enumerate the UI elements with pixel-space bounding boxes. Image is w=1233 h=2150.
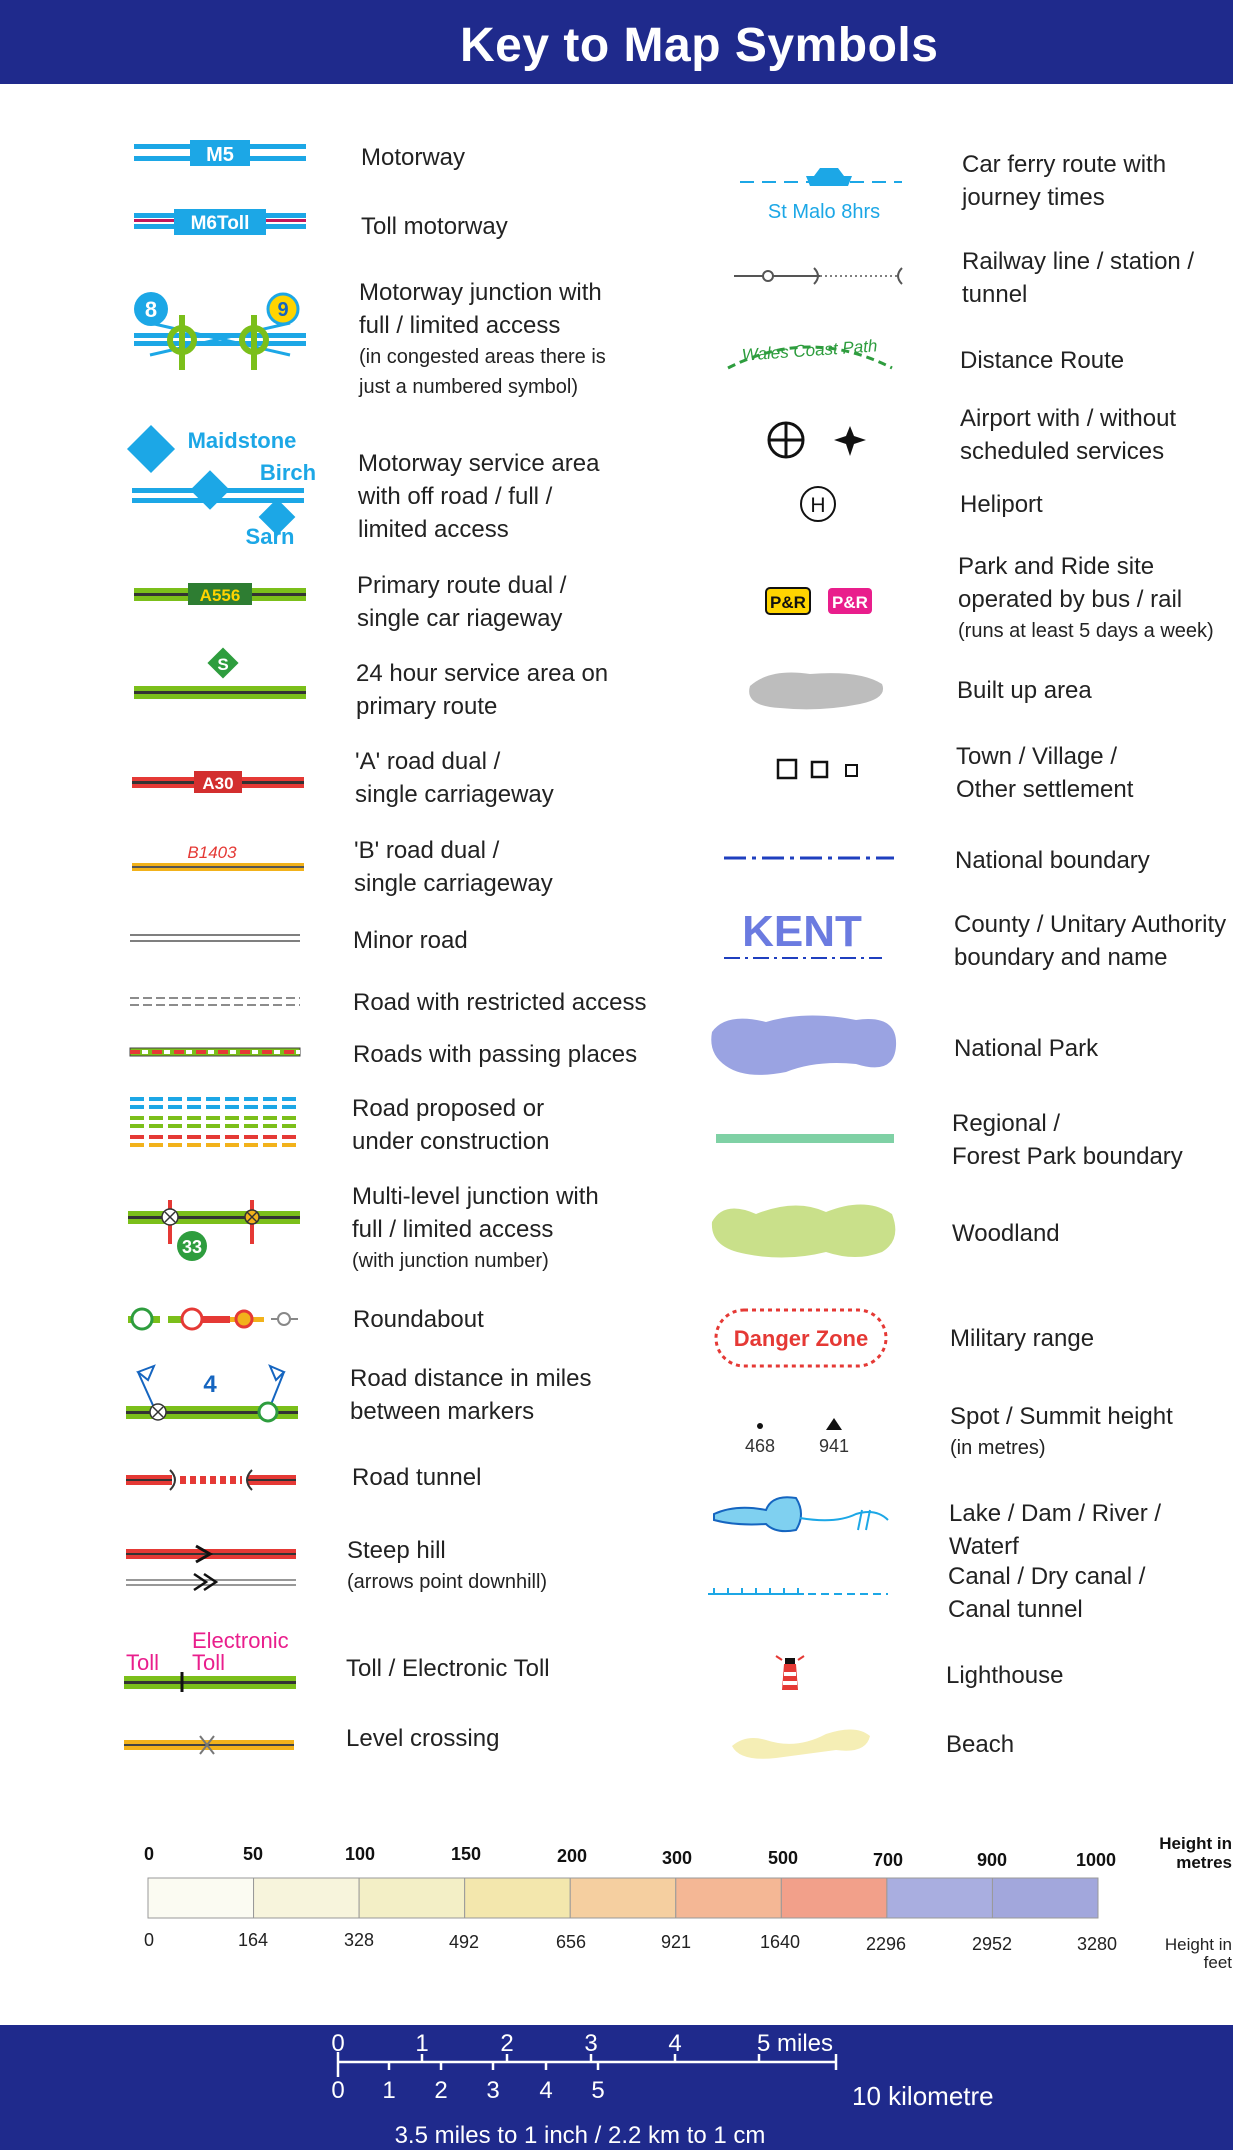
service-name-sarn: Sarn xyxy=(245,524,295,549)
car-ferry-label: Car ferry route with journey times xyxy=(962,151,1167,211)
b-road-symbol xyxy=(128,838,308,874)
motorway-junction-symbol xyxy=(130,285,310,385)
restricted-road-symbol xyxy=(128,992,308,1012)
road-distance-label: Road distance in miles between markers xyxy=(350,1365,592,1425)
spot-height-dot xyxy=(757,1423,763,1429)
motorway-service-label: Motorway service area with off road / full / limited access xyxy=(358,450,600,543)
settlement-symbol xyxy=(774,756,870,786)
height-m-2: 100 xyxy=(345,1844,376,1864)
height-ft-5: 921 xyxy=(661,1932,692,1952)
road-proposed-symbol xyxy=(128,1094,308,1148)
park-ride-label: Park and Ride site operated by bus / rail (runs at least 5 days a week) xyxy=(958,553,1214,642)
summit-triangle-icon xyxy=(826,1418,842,1430)
km-1: 1 xyxy=(382,2077,396,2104)
footer-scale-bar xyxy=(0,2025,1233,2150)
scale-caption: 3.5 miles to 1 inch / 2.2 km to 1 cm xyxy=(394,2122,766,2149)
height-band-1 xyxy=(254,1878,360,1918)
height-ft-9: 3280 xyxy=(1077,1934,1118,1954)
a-road-badge: A30 xyxy=(202,774,234,793)
level-crossing-symbol xyxy=(122,1730,302,1760)
lake-symbol xyxy=(706,1490,900,1550)
km-4: 4 xyxy=(539,2077,553,2104)
beach-symbol xyxy=(726,1720,876,1764)
toll-label: Toll / Electronic Toll xyxy=(346,1655,550,1682)
height-m-3: 150 xyxy=(451,1844,482,1864)
regional-park-symbol xyxy=(714,1130,898,1150)
primary-route-badge: A556 xyxy=(199,586,241,605)
car-ferry-symbol xyxy=(734,156,914,226)
distance-route-label: Distance Route xyxy=(960,347,1125,374)
junction-badge-9: 9 xyxy=(277,299,289,321)
toll-motorway-badge: M6Toll xyxy=(190,213,250,234)
built-up-area-label: Built up area xyxy=(957,677,1092,704)
spot-height-label: Spot / Summit height (in metres) xyxy=(950,1403,1173,1459)
steep-hill-label: Steep hill (arrows point downhill) xyxy=(347,1537,548,1593)
mile-5: 5 miles xyxy=(757,2030,834,2057)
height-m-9: 1000 xyxy=(1076,1850,1117,1870)
page-title: Key to Map Symbols xyxy=(460,19,939,72)
road-distance-symbol xyxy=(124,1362,304,1432)
village-icon xyxy=(812,762,827,777)
lighthouse-label: Lighthouse xyxy=(946,1662,1064,1689)
road-tunnel-label: Road tunnel xyxy=(352,1464,482,1491)
km-2: 2 xyxy=(434,2077,448,2104)
steep-hill-symbol xyxy=(124,1540,304,1590)
km-10: 10 kilometre xyxy=(852,2081,994,2111)
b-road-label: 'B' road dual / single carriageway xyxy=(354,837,553,897)
height-feet-caption: Height in feet xyxy=(1164,1935,1232,1972)
motorway-service-symbol xyxy=(128,420,317,555)
airport-unscheduled-icon xyxy=(834,426,866,456)
toll-motorway-symbol xyxy=(130,206,310,240)
height-band-5 xyxy=(676,1878,782,1918)
a-road-label: 'A' road dual / single carriageway xyxy=(355,748,554,808)
roundabout-label: Roundabout xyxy=(353,1306,484,1333)
multilevel-junction-label: Multi-level junction with full / limited access (with junction number) xyxy=(352,1183,599,1272)
toll-motorway-label: Toll motorway xyxy=(361,213,508,240)
service-24h-label: 24 hour service area on primary route xyxy=(356,660,609,720)
mile-3: 3 xyxy=(584,2030,598,2057)
service-name-maidstone: Maidstone xyxy=(187,428,297,453)
woodland-symbol xyxy=(706,1196,900,1266)
heliport-symbol xyxy=(798,484,840,526)
spot-height-symbol xyxy=(736,1414,866,1462)
spot-height-value: 468 xyxy=(744,1436,776,1456)
park-ride-bus-badge: P&R xyxy=(770,593,806,612)
county-name-text: KENT xyxy=(742,907,862,956)
height-ft-0: 0 xyxy=(144,1930,155,1950)
height-ft-8: 2952 xyxy=(972,1934,1013,1954)
height-color-bar xyxy=(146,1876,1100,1922)
height-band-2 xyxy=(359,1878,465,1918)
km-0: 0 xyxy=(331,2077,345,2104)
height-band-6 xyxy=(781,1878,887,1918)
electronic-text: Electronic xyxy=(192,1628,289,1653)
minor-road-label: Minor road xyxy=(353,927,468,954)
km-3: 3 xyxy=(486,2077,500,2104)
multilevel-junction-symbol xyxy=(126,1196,306,1266)
height-ft-3: 492 xyxy=(449,1932,480,1952)
car-ferry-text: St Malo 8hrs xyxy=(767,201,881,223)
airport-scheduled-icon xyxy=(769,423,803,457)
national-park-label: National Park xyxy=(954,1035,1099,1062)
primary-route-label: Primary route dual / single car riageway xyxy=(357,572,567,632)
multilevel-junction-badge: 33 xyxy=(181,1237,203,1257)
distance-scale xyxy=(0,2025,1233,2150)
national-boundary-label: National boundary xyxy=(955,847,1150,874)
passing-places-label: Roads with passing places xyxy=(353,1041,638,1068)
height-m-8: 900 xyxy=(977,1850,1008,1870)
settlement-label: Town / Village / Other settlement xyxy=(956,743,1134,803)
height-band-3 xyxy=(465,1878,571,1918)
header-bar xyxy=(0,0,1233,84)
service-name-birch: Birch xyxy=(259,460,317,485)
county-boundary-label: County / Unitary Authority boundary and name xyxy=(954,911,1227,971)
railway-symbol xyxy=(730,262,910,292)
height-m-6: 500 xyxy=(768,1848,799,1868)
regional-park-label: Regional / Forest Park boundary xyxy=(952,1110,1183,1170)
height-m-4: 200 xyxy=(557,1846,588,1866)
distance-route-text: Wales Coast Path xyxy=(741,336,878,365)
primary-route-symbol xyxy=(130,580,310,610)
settlement-icon xyxy=(846,765,857,776)
height-ft-7: 2296 xyxy=(866,1934,907,1954)
height-band-0 xyxy=(148,1878,254,1918)
national-boundary-symbol xyxy=(722,848,902,868)
beach-label: Beach xyxy=(946,1731,1015,1758)
railway-label: Railway line / station / tunnel xyxy=(962,248,1195,308)
a-road-symbol xyxy=(130,768,310,798)
heliport-text: H xyxy=(810,494,826,517)
military-range-text: Danger Zone xyxy=(733,1326,869,1351)
military-range-label: Military range xyxy=(950,1325,1095,1352)
height-m-5: 300 xyxy=(662,1848,693,1868)
county-boundary-symbol xyxy=(722,900,902,966)
woodland-label: Woodland xyxy=(952,1220,1060,1247)
height-ft-2: 328 xyxy=(344,1930,375,1950)
junction-badge-8: 8 xyxy=(144,297,158,322)
motorway-badge: M5 xyxy=(206,144,234,166)
passing-places-symbol xyxy=(128,1042,308,1062)
km-5: 5 xyxy=(591,2077,605,2104)
height-metres-caption: Height in metres xyxy=(1159,1834,1232,1872)
mile-4: 4 xyxy=(668,2030,682,2057)
park-ride-symbol xyxy=(764,586,884,616)
airport-symbol xyxy=(762,418,872,462)
heliport-label: Heliport xyxy=(960,491,1043,518)
height-band-4 xyxy=(570,1878,676,1918)
minor-road-symbol xyxy=(128,928,308,948)
height-ft-4: 656 xyxy=(556,1932,587,1952)
national-park-symbol xyxy=(706,1010,900,1080)
toll-text: Toll xyxy=(126,1650,160,1675)
electronic-toll-text: Toll xyxy=(192,1650,226,1675)
summit-height-value: 941 xyxy=(818,1436,850,1456)
town-icon xyxy=(778,760,796,778)
military-range-symbol xyxy=(712,1306,892,1372)
mile-1: 1 xyxy=(415,2030,429,2057)
canal-label: Canal / Dry canal / Canal tunnel xyxy=(948,1563,1146,1623)
mile-2: 2 xyxy=(500,2030,514,2057)
roundabout-symbol xyxy=(126,1306,306,1336)
lighthouse-icon xyxy=(772,1652,808,1694)
height-m-1: 50 xyxy=(243,1844,264,1864)
height-band-7 xyxy=(887,1878,993,1918)
airport-label: Airport with / without scheduled services xyxy=(960,405,1177,465)
height-m-0: 0 xyxy=(144,1844,155,1864)
motorway-junction-label: Motorway junction with full / limited access (in congested areas there is just a numbered symbol) xyxy=(359,279,606,398)
level-crossing-label: Level crossing xyxy=(346,1725,500,1752)
motorway-symbol xyxy=(130,138,310,172)
motorway-label: Motorway xyxy=(361,144,466,171)
road-proposed-label: Road proposed or under construction xyxy=(352,1095,550,1155)
road-tunnel-symbol xyxy=(124,1466,304,1496)
height-ft-6: 1640 xyxy=(760,1932,801,1952)
b-road-badge: B1403 xyxy=(187,843,237,862)
mile-0: 0 xyxy=(331,2030,345,2057)
height-band-8 xyxy=(992,1878,1098,1918)
built-up-area-symbol xyxy=(740,666,890,714)
park-ride-rail-badge: P&R xyxy=(832,593,868,612)
height-m-7: 700 xyxy=(873,1850,904,1870)
lake-label: Lake / Dam / River / Waterf xyxy=(949,1500,1162,1560)
service-24h-symbol xyxy=(130,648,310,706)
canal-symbol xyxy=(704,1580,898,1610)
road-distance-badge: 4 xyxy=(203,1371,217,1398)
restricted-road-label: Road with restricted access xyxy=(353,989,647,1016)
distance-route-symbol xyxy=(720,326,900,378)
service-24h-badge: S xyxy=(217,655,229,674)
toll-symbol xyxy=(122,1626,302,1696)
height-ft-1: 164 xyxy=(238,1930,269,1950)
